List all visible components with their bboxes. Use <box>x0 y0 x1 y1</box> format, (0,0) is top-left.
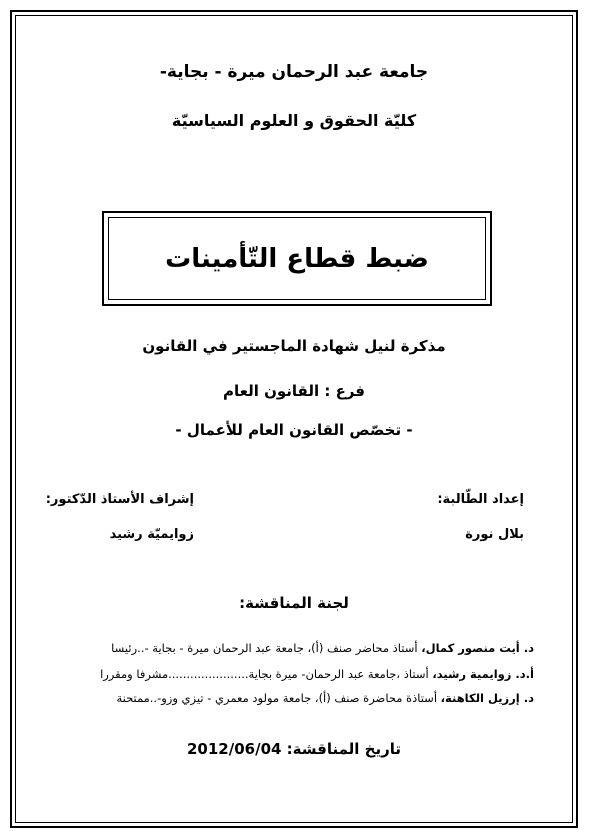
memo-subtitle: مذكرة لنيل شهادة الماجستير في القانون <box>142 337 446 355</box>
committee-title: لجنة المناقشة: <box>239 594 349 612</box>
supervisor-label: إشراف الأستاذ الدّكتور: <box>45 492 194 507</box>
defense-date-label: تاريخ المناقشة: <box>286 740 402 758</box>
member-name: د. إرزيل الكاهنة، <box>440 691 534 705</box>
member-details: أستاذ محاضر صنف (أ)، جامعة عبد الرحمان ميرة - بجاية -..رئيسا <box>111 641 422 655</box>
thesis-title: ضبط قطاع التّأمينات <box>165 243 429 274</box>
member-name: د. أيت منصور كمال، <box>421 641 534 655</box>
specialty-line: - تخصّص القانون العام للأعمال - <box>175 421 413 439</box>
committee-member <box>111 641 534 655</box>
defense-date-value: 2012/06/04 <box>186 740 282 758</box>
page-border <box>10 10 578 828</box>
prepared-by-label: إعداد الطّالبة: <box>437 492 524 507</box>
faculty-name: كليّة الحقوق و العلوم السياسيّة <box>171 111 417 130</box>
title-box <box>102 211 492 306</box>
defense-date <box>16 740 572 758</box>
committee-member <box>116 691 534 705</box>
committee-member <box>100 667 534 681</box>
university-name: جامعة عبد الرحمان ميرة - بجاية- <box>159 62 429 82</box>
title-box-inner <box>108 217 486 300</box>
supervisor-name: زوايميّة رشيد <box>109 527 194 542</box>
branch-line: فرع : القانون العام <box>223 382 365 400</box>
student-name: بلال نورة <box>465 527 524 542</box>
member-name: أ.د. زوايمية رشيد، <box>432 667 534 681</box>
page-inner-border <box>15 15 573 823</box>
member-details: أستاذة محاضرة صنف (أ)، جامعة مولود معمري - تيزي وزو-..ممتحنة <box>116 691 441 705</box>
member-details: أستاذ ،جامعة عبد الرحمان- ميرة بجاية......................مشرفا ومقررا <box>100 667 433 681</box>
